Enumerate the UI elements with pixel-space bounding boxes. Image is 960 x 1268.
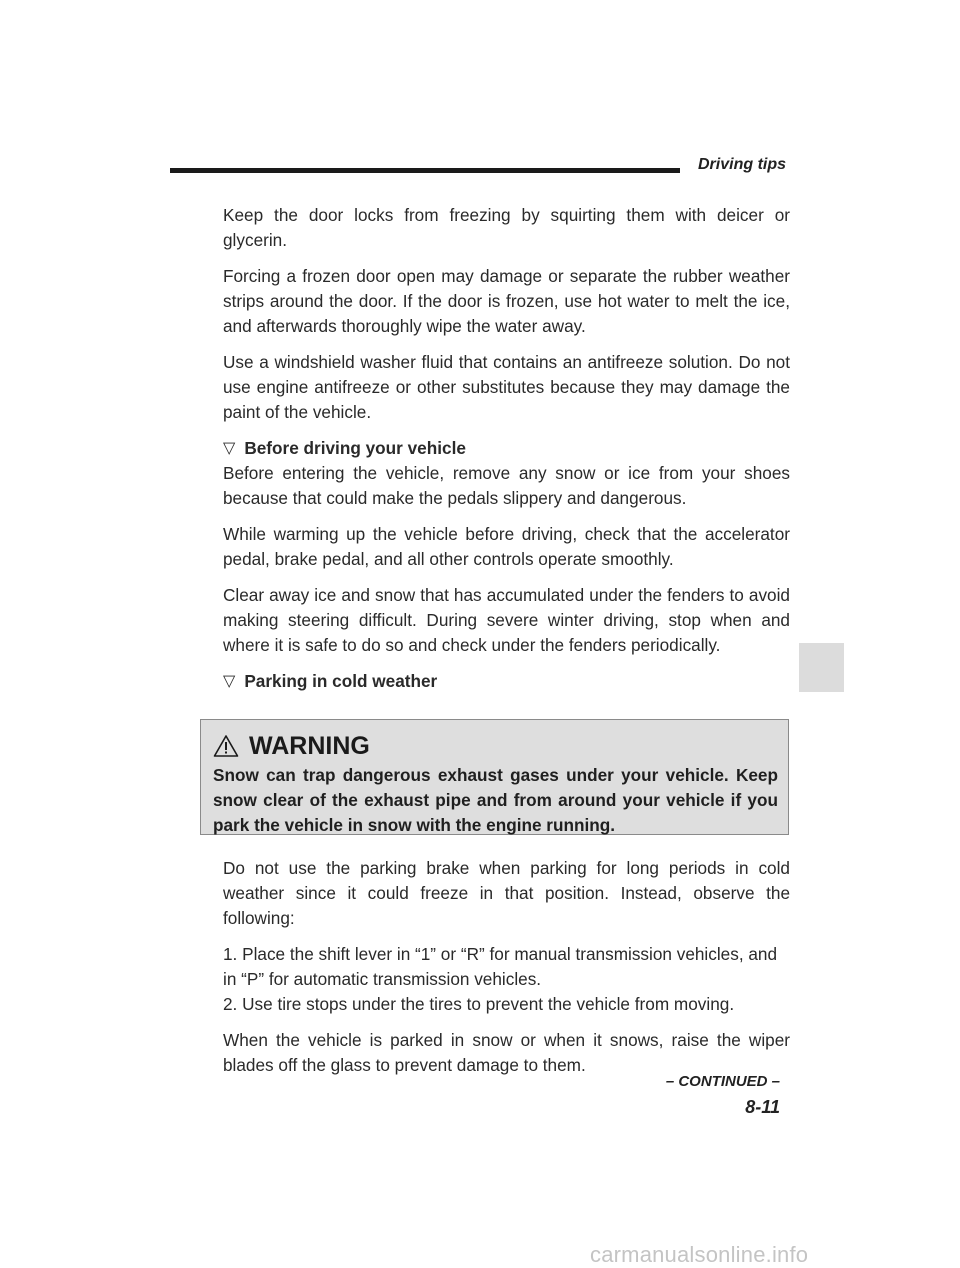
paragraph-parking-brake: Do not use the parking brake when parking for long periods in cold weather since it could freeze in that position. Instead, observe the following: (223, 858, 790, 928)
triangle-marker-icon: ▽ (223, 673, 236, 690)
continued-label: – CONTINUED – (665, 1073, 780, 1090)
page-number: 8-11 (745, 1097, 780, 1117)
warning-box (200, 719, 789, 835)
page-header-title: Driving tips (698, 156, 787, 173)
paragraph-clear-fenders: Clear away ice and snow that has accumulated under the fenders to avoid making steering difficult. During severe winter driving, stop when and where it is safe to do so and check under the fenders periodically. (223, 585, 790, 655)
paragraph-snow-shoes: Before entering the vehicle, remove any snow or ice from your shoes because that could make the pedals slippery and dangerous. (223, 463, 790, 508)
paragraph-door-locks: Keep the door locks from freezing by squirting them with deicer or glycerin. (223, 205, 790, 250)
main-content-top (223, 203, 790, 694)
heading-parking-cold (223, 669, 790, 694)
paragraph-wiper-blades: When the vehicle is parked in snow or when it snows, raise the wiper blades off the glass to prevent damage to them. (223, 1030, 790, 1075)
heading-parking-cold-label: Parking in cold weather (244, 671, 438, 691)
heading-before-driving (223, 436, 790, 461)
main-content-bottom (223, 856, 790, 1089)
paragraph-warming-up: While warming up the vehicle before driving, check that the accelerator pedal, brake pedal, and all other controls operate smoothly. (223, 524, 790, 569)
warning-triangle-icon (213, 734, 239, 758)
header-rule (170, 168, 680, 173)
paragraph-washer-fluid: Use a windshield washer fluid that contains an antifreeze solution. Do not use engine antifreeze or other substitutes because they may damage the paint of the vehicle. (223, 352, 790, 422)
step-item: 1. Place the shift lever in “1” or “R” for manual transmission vehicles, and in “P” for automatic transmission vehicles. (223, 944, 778, 989)
triangle-marker-icon: ▽ (223, 440, 236, 457)
paragraph-frozen-door: Forcing a frozen door open may damage or separate the rubber weather strips around the door. If the door is frozen, use hot water to melt the ice, and afterwards thoroughly wipe the water away. (223, 266, 790, 336)
step-item: 2. Use tire stops under the tires to prevent the vehicle from moving. (223, 994, 735, 1014)
warning-title-label: WARNING (249, 731, 370, 760)
chapter-side-tab (799, 643, 844, 692)
warning-title (213, 730, 778, 762)
warning-text: Snow can trap dangerous exhaust gases under your vehicle. Keep snow clear of the exhaust pipe and from around your vehicle if you park the vehicle in snow with the engine running. (213, 765, 778, 835)
watermark: carmanualsonline.info (590, 1242, 809, 1267)
heading-before-driving-label: Before driving your vehicle (244, 438, 466, 458)
